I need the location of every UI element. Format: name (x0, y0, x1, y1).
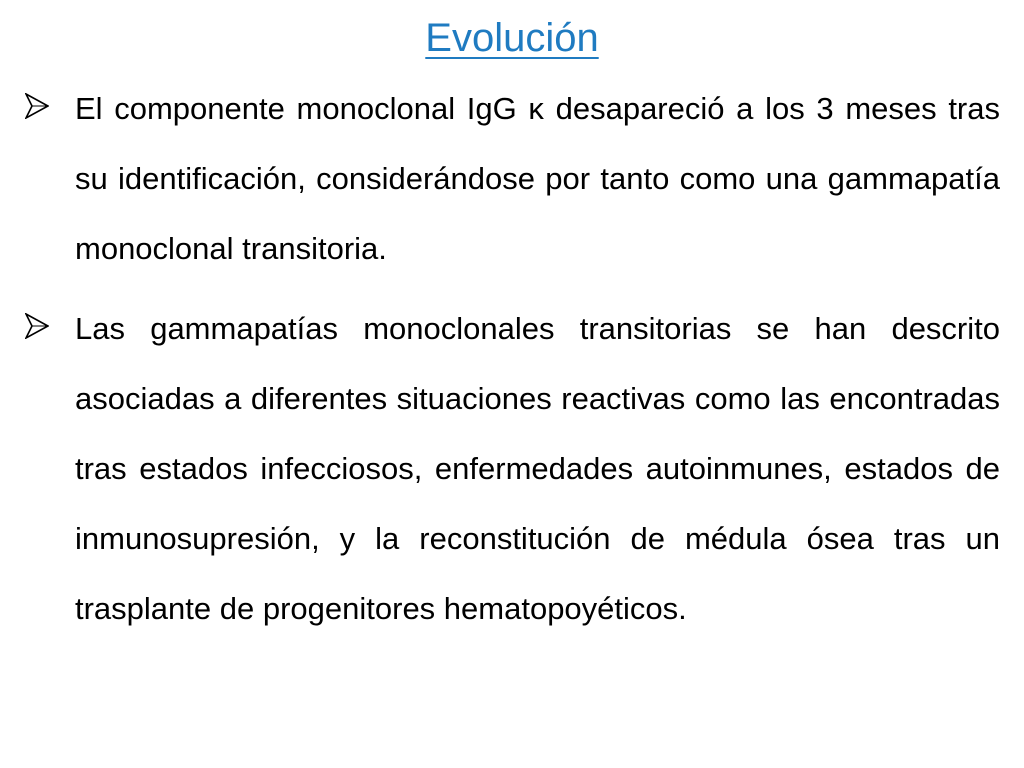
slide-title: Evolución (425, 16, 599, 60)
bullet-text: El componente monoclonal IgG κ desapareció a los 3 meses tras su identificación, considerándose por tanto como una gammapatía monoclonal transitoria. (75, 91, 1000, 266)
bullet-item (20, 294, 1000, 644)
arrow-chevron-bullet-icon (25, 74, 51, 144)
bullet-text: Las gammapatías monoclonales transitorias se han descrito asociadas a diferentes situaciones reactivas como las encontradas tras estados infecciosos, enfermedades autoinmunes, estados de inmunosupresión, y la reconstitución de médula ósea tras un trasplante de progenitores hematopoyéticos. (75, 311, 1000, 626)
bullet-list (20, 74, 1000, 654)
bullet-item (20, 74, 1000, 284)
arrow-chevron-bullet-icon (25, 294, 51, 364)
